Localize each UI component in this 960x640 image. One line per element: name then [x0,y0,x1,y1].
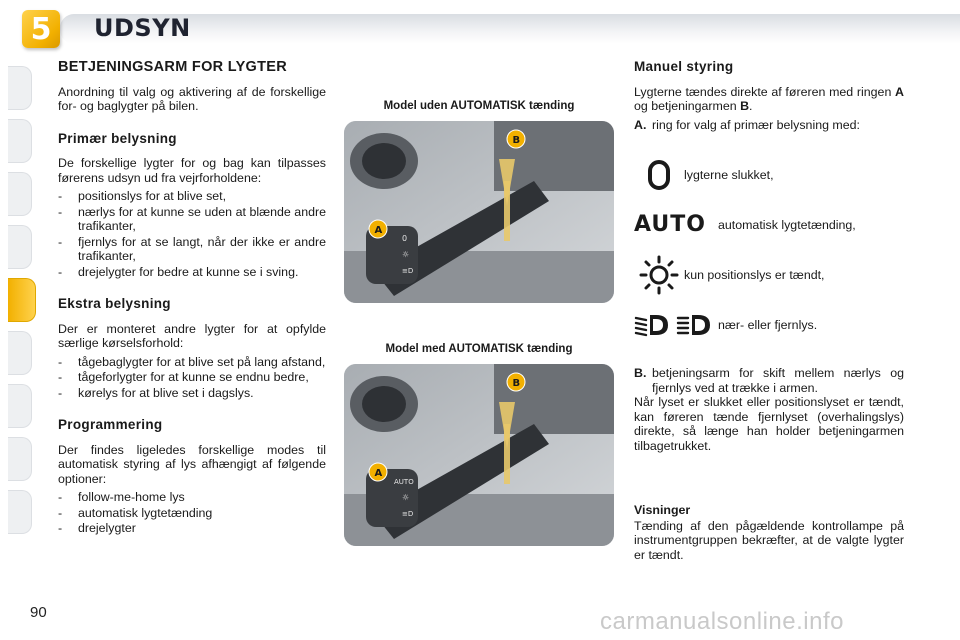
right-column [634,60,904,566]
list-item: - tågeforlygter for at kunne se endnu bedre, [58,370,326,385]
lighting-stalk-auto-illustration [344,364,614,546]
svg-text:0: 0 [402,234,408,243]
icon-option-position [634,250,904,300]
icon-label: lygterne slukket, [684,167,774,182]
dash-list [58,355,326,401]
item-a [634,118,904,133]
label-b: B [512,378,521,389]
model-caption-manual: Model uden AUTOMATISK tænding [383,100,575,112]
subsection-text: Der findes ligeledes forskellige modes til automatisk styring af lys afhængigt af følgende optioner: [58,442,326,486]
visninger-heading: Visninger [634,503,691,517]
main-beam-icon [676,312,712,338]
list-item: - positionslys for at blive set, [58,189,326,204]
watermark: carmanualsonline.info [600,608,844,635]
lighting-stalk-illustration [344,121,614,303]
chapter-tab[interactable] [8,225,32,269]
stalk-photo-auto [344,364,614,546]
icon-label: kun positionslys er tændt, [684,267,825,282]
list-item: - drejelygter for bedre at kunne se i sving. [58,265,326,280]
item-b-letter: B. [634,366,647,380]
svg-text:≡D: ≡D [402,510,414,518]
item-a-text: ring for valg af primær belysning med: [652,117,860,132]
middle-column [340,100,618,546]
stalk-photo-manual [344,121,614,303]
svg-text:☼: ☼ [402,493,410,502]
icon-label: nær- eller fjernlys. [718,317,818,332]
subsection-title: Ekstra belysning [58,296,171,311]
chapter-tab[interactable] [8,490,32,534]
dash-list [58,189,326,279]
subsection-text: De forskellige lygter for og bag kan tilpasses førerens udsyn ud fra vejrforholdene: [58,156,326,185]
list-item: - nærlys for at kunne se uden at blænde andre trafikanter, [58,205,326,234]
svg-text:≡D: ≡D [402,267,414,275]
list-item: - fjernlys for at se langt, når der ikke er andre trafikanter, [58,235,326,264]
icon-option-auto [634,200,904,250]
chapter-header [0,0,960,58]
subsection-title: Programmering [58,417,163,432]
visninger-text: Tænding af den pågældende kontrollampe på instrumentgruppen bekræfter, at de valgte lygter er tændt. [634,518,904,562]
chapter-tab[interactable] [8,331,32,375]
svg-text:☼: ☼ [402,250,410,259]
overtaking-note: Når lyset er slukket eller positionslyset er tændt, kan føreren tænde fjernlyset (overhalingslys) direkte, så længe han holder betjeningarmen tilbagetrukket. [634,395,904,453]
chapter-tab[interactable] [8,119,32,163]
zero-ring-icon [634,159,684,191]
dipped-beam-icon [634,312,670,338]
chapter-number-badge: 5 [22,10,60,48]
chapter-tab[interactable] [8,66,32,110]
item-b-text: betjeningsarm for skift mellem nærlys og fjernlys ved at trække i armen. [652,366,904,395]
list-item: - kørelys for at blive set i dagslys. [58,386,326,401]
label-a: A [374,225,383,236]
icon-option-beams [634,300,904,350]
icon-option-off [634,150,904,200]
item-b [634,366,904,395]
dipped-main-beam-icons [634,312,718,338]
list-item: - drejelygter [58,521,326,536]
list-item: - follow-me-home lys [58,490,326,505]
item-a-letter: A. [634,117,647,132]
icon-label: automatisk lygtetænding, [718,217,856,232]
header-stripe [60,14,960,44]
chapter-tabs [8,66,40,543]
subsection-text: Der er monteret andre lygter for at opfylde særlige kørselsforhold: [58,321,326,350]
page-number: 90 [30,604,47,621]
list-item: - tågebaglygter for at blive set på lang afstand, [58,355,326,370]
list-item: - automatisk lygtetænding [58,506,326,521]
chapter-title: UDSYN [94,14,191,42]
manual-control-heading: Manuel styring [634,59,734,74]
dash-list [58,490,326,536]
chapter-tab[interactable] [8,172,32,216]
left-column [58,60,326,537]
chapter-tab[interactable] [8,384,32,428]
label-a: A [374,468,383,479]
chapter-tab-active[interactable] [8,278,36,322]
auto-ring-text: AUTO [394,478,414,486]
position-light-icon [634,255,684,295]
auto-text-icon: AUTO [634,211,706,237]
label-b: B [512,135,521,146]
model-caption-auto: Model med AUTOMATISK tænding [385,343,573,355]
subsection-title: Primær belysning [58,130,177,146]
manual-intro: Lygterne tændes direkte af føreren med ringen A og betjeningarmen B. [634,84,904,113]
section-heading: BETJENINGSARM FOR LYGTER [58,59,288,75]
chapter-tab[interactable] [8,437,32,481]
intro-text: Anordning til valg og aktivering af de forskellige for- og baglygter på bilen. [58,84,326,113]
